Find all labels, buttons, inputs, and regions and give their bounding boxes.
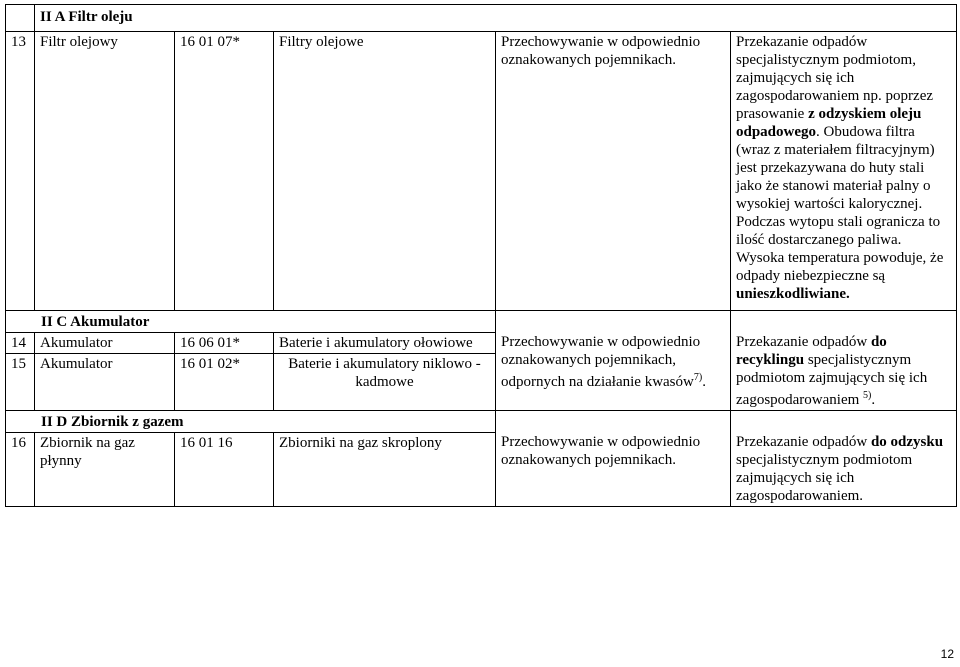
storage-method: Przechowywanie w odpowiednio oznakowanych pojemnikach, odpornych na działanie kwasów$^{7)}$. (496, 333, 731, 411)
row-number: 16 (6, 432, 35, 507)
storage-method: Przechowywanie w odpowiednio oznakowanych pojemnikach. (496, 432, 731, 507)
row-number: 13 (6, 32, 35, 311)
table-row (6, 333, 957, 354)
header-row (6, 5, 957, 32)
waste-type: Filtry olejowe (274, 32, 496, 311)
waste-code: 16 01 07* (175, 32, 274, 311)
waste-type: Baterie i akumulatory ołowiowe (274, 333, 496, 354)
storage-method: Przechowywanie w odpowiednio oznakowanych pojemnikach. (496, 32, 731, 311)
handling-method: Przekazanie odpadów specjalistycznym podmiotom, zajmujących się ich zagospodarowaniem np. poprzez prasowanie z odzyskiem oleju odpadowego. Obudowa filtra (wraz z materiałem filtracyjnym) jest przekazywana do huty stali jako że stanowi materiał palny o wysokiej wartości kalorycznej. Podczas wytopu stali ogranicza to ilość dostarczanego paliwa. Wysoka temperatura powoduje, że odpady niebezpieczne są unieszkodliwiane. (731, 32, 957, 311)
waste-table (5, 4, 957, 507)
handling-method: Przekazanie odpadów do odzysku specjalistycznym podmiotom zajmujących się ich zagospodarowaniem. (731, 432, 957, 507)
section-title-a: II A Filtr oleju (35, 5, 957, 32)
section-title-c: II C Akumulator (6, 311, 496, 333)
waste-type: Baterie i akumulatory niklowo - kadmowe (274, 354, 496, 410)
waste-name: Akumulator (35, 333, 175, 354)
table-row (6, 432, 957, 507)
row-number: 15 (6, 354, 35, 410)
waste-name: Filtr olejowy (35, 32, 175, 311)
waste-code: 16 01 16 (175, 432, 274, 507)
waste-type: Zbiorniki na gaz skroplony (274, 432, 496, 507)
waste-code: 16 06 01* (175, 333, 274, 354)
waste-name: Akumulator (35, 354, 175, 410)
page-number: 12 (940, 647, 954, 661)
row-number: 14 (6, 333, 35, 354)
waste-code: 16 01 02* (175, 354, 274, 410)
section-row (6, 311, 957, 333)
waste-name: Zbiornik na gaz płynny (35, 432, 175, 507)
section-row (6, 410, 957, 432)
section-title-d: II D Zbiornik z gazem (6, 410, 496, 432)
handling-method: Przekazanie odpadów do recyklingu specjalistycznym podmiotom zajmujących się ich zagospodarowaniem $^{5)}$. (731, 333, 957, 411)
table-row (6, 32, 957, 311)
